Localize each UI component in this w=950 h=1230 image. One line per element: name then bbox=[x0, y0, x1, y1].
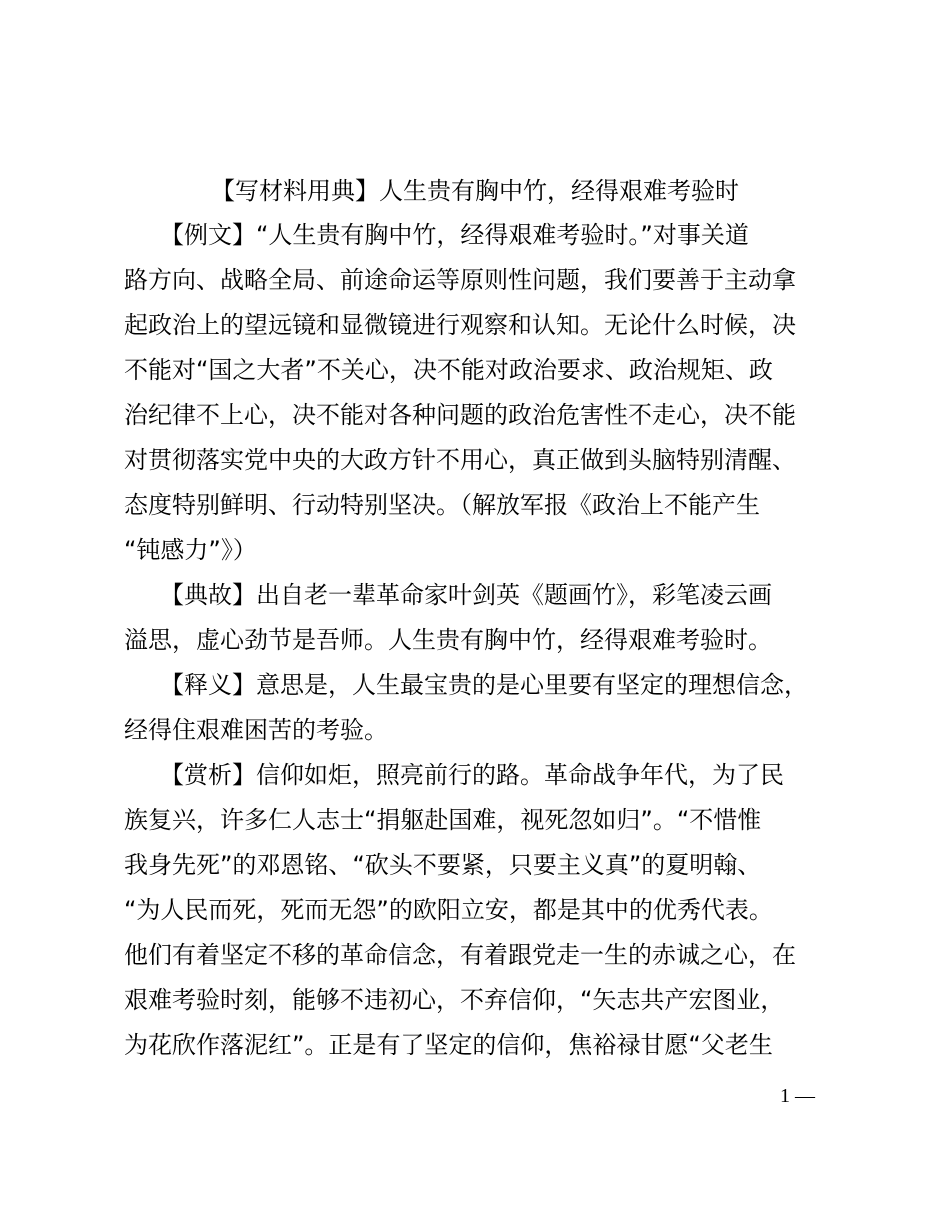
body-line: 不能对“国之大者”不关心，决不能对政治要求、政治规矩、政 bbox=[124, 356, 773, 384]
page-number: 1 — bbox=[780, 1085, 815, 1107]
body-line: 他们有着坚定不移的革命信念，有着跟党走一生的赤诚之心，在 bbox=[124, 941, 796, 969]
body-line: 【典故】出自老一辈革命家叶剑英《题画竹》，彩笔凌云画 bbox=[124, 581, 772, 609]
body-line: 起政治上的望远镜和显微镜进行观察和认知。无论什么时候，决 bbox=[124, 311, 796, 339]
body-line: 经得住艰难困苦的考验。 bbox=[124, 716, 388, 744]
body-line: 治纪律不上心，决不能对各种问题的政治危害性不走心，决不能 bbox=[124, 401, 796, 429]
body-line: 我身先死”的邓恩铭、“砍头不要紧，只要主义真”的夏明翰、 bbox=[124, 851, 762, 879]
body-line: 【赏析】信仰如炬，照亮前行的路。革命战争年代，为了民 bbox=[124, 761, 784, 789]
body-line: 溢思，虚心劲节是吾师。人生贵有胸中竹，经得艰难考验时。 bbox=[124, 626, 772, 654]
body-line: 对贯彻落实党中央的大政方针不用心，真正做到头脑特别清醒、 bbox=[124, 446, 796, 474]
body-line: “为人民而死，死而无怨”的欧阳立安，都是其中的优秀代表。 bbox=[124, 896, 773, 924]
body-line: 【例文】“人生贵有胸中竹，经得艰难考验时。”对事关道 bbox=[124, 221, 749, 249]
body-line: 为花欣作落泥红”。正是有了坚定的信仰，焦裕禄甘愿“父老生 bbox=[124, 1031, 773, 1059]
document-title: 【写材料用典】人生贵有胸中竹，经得艰难考验时 bbox=[211, 177, 739, 205]
body-line: 态度特别鲜明、行动特别坚决。（解放军报《政治上不能产生 bbox=[124, 491, 760, 519]
body-line: 族复兴，许多仁人志士“捐躯赴国难，视死忽如归”。“不惜惟 bbox=[124, 806, 762, 834]
body-line: “钝感力”》） bbox=[124, 536, 257, 564]
body-line: 【释义】意思是，人生最宝贵的是心里要有坚定的理想信念， bbox=[124, 671, 808, 699]
body-line: 路方向、战略全局、前途命运等原则性问题，我们要善于主动拿 bbox=[124, 266, 796, 294]
body-line: 艰难考验时刻，能够不违初心，不弃信仰，“矢志共产宏图业， bbox=[124, 986, 785, 1014]
